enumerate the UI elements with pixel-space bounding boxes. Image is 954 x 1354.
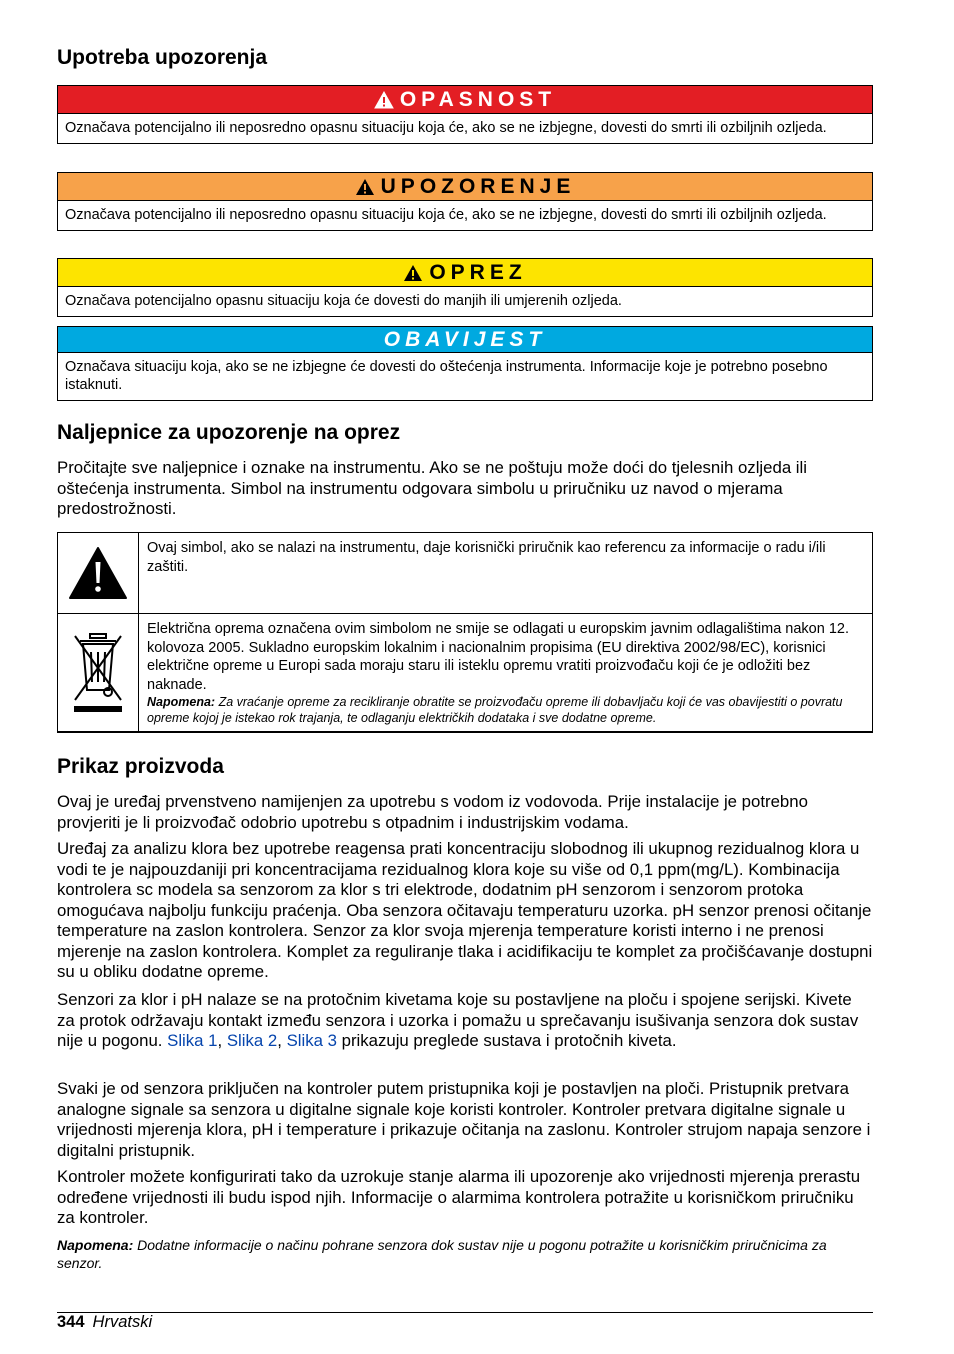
symbol-table	[57, 532, 873, 733]
overview-paragraph-5: Kontroler možete konfigurirati tako da uzrokuje stanje alarma ili upozorenje ako vrijednosti mjerenja prerastu određene vrijednosti ili budu ispod njih. Informacije o alarmima kontrolera potražite u korisničkom priručniku za kontroler.	[57, 1167, 861, 1227]
warning-header	[58, 173, 872, 201]
overview-paragraph-1: Ovaj je uređaj prvenstveno namijenjen za upotrebu s vodom iz vodovoda. Prije instalacije je potrebno provjeriti je li proizvođač odobrio upotrebu s otpadnim i industrijskim vodama.	[57, 792, 808, 832]
page-number: 344	[57, 1313, 85, 1331]
notice-box	[57, 326, 873, 401]
danger-text: Označava potencijalno ili neposredno opasnu situaciju koja će, ako se ne izbjegne, dovesti do smrti ili ozbiljnih ozljeda.	[65, 120, 827, 136]
footer-divider	[57, 1312, 873, 1313]
table-row	[58, 613, 872, 731]
weee-bin-icon	[70, 630, 126, 716]
table-row	[58, 533, 872, 613]
figure-1-link[interactable]: Slika 1	[167, 1031, 218, 1050]
danger-box	[57, 85, 873, 144]
overview-paragraph-3: Senzori za klor i pH nalaze se na protočnim kivetama koje su postavljene na ploču i spojene serijski. Kivete za protok održavaju kontakt između senzora i uzorka i pomažu u sprečavanju isušivanja senzora dok sustav nije u pogonu. Slika 1, Slika 2, Slika 3 prikazuju preglede sustava i protočnih kiveta.	[57, 990, 859, 1050]
section-title-hazards: Upotreba upozorenja	[57, 46, 268, 69]
weee-symbol-text: Električna oprema označena ovim simbolom ne smije se odlagati u europskim javnim odlagalištima nakon 12. kolovoza 2005. Sukladno europskim lokalnim i nacionalnim propisima (EU direktiva 2002/98/EC), korisnici električne opreme u Europi sada moraju staru ili isteklu opremu vratiti proizvođaču koji će je odložiti bez naknade.	[147, 621, 849, 693]
labels-intro: Pročitajte sve naljepnice i oznake na instrumentu. Ako se ne poštuju može doći do tjelesnih ozljeda ili oštećenja instrumenta. Simbol na instrumentu odgovara simbolu u priručniku uz navod o mjerama predostrožnosti.	[57, 458, 807, 518]
warning-text: Označava potencijalno ili neposredno opasnu situaciju koja će, ako se ne izbjegne, dovesti do smrti ili ozbiljnih ozljeda.	[65, 207, 827, 223]
general-warning-icon	[68, 546, 128, 600]
warning-label: UPOZORENJE	[380, 174, 576, 198]
note-label: Napomena:	[57, 1237, 134, 1253]
warning-box	[57, 172, 873, 231]
footer-language: Hrvatski	[92, 1313, 153, 1331]
caution-label: OPREZ	[429, 260, 527, 284]
notice-label: OBAVIJEST	[383, 327, 547, 351]
notice-text: Označava situaciju koja, ako se ne izbjegne će dovesti do oštećenja instrumenta. Informacije koje je potrebno posebno istaknuti.	[65, 359, 828, 393]
overview-note	[57, 1236, 873, 1272]
weee-note-label: Napomena:	[147, 695, 216, 709]
notice-header	[58, 327, 872, 353]
note-text: Dodatne informacije o načinu pohrane senzora dok sustav nije u pogonu potražite u korisničkim priručnicima za senzor.	[57, 1237, 827, 1271]
warning-triangle-icon	[374, 91, 394, 109]
warning-triangle-icon	[403, 264, 423, 282]
danger-header	[58, 86, 872, 114]
section-title-overview: Prikaz proizvoda	[57, 755, 224, 778]
danger-label: OPASNOST	[399, 87, 557, 111]
weee-note-text: Za vraćanje opreme za recikliranje obratite se proizvođaču opreme ili dobavljaču koji će vas obavijestiti o povratu opreme kojoj je istekao rok trajanja, te odlaganju električkih dodataka i sve dodatne opreme.	[147, 695, 843, 725]
section-title-labels: Naljepnice za upozorenje na oprez	[57, 421, 401, 444]
overview-paragraph-2: Uređaj za analizu klora bez upotrebe reagensa prati koncentraciju slobodnog ili ukupnog rezidualnog klora u vodi te je najpouzdaniji pri koncentracijama rezidualnog klora koje su više od 0,1 ppm(mg/L). Kombinacija kontrolera sc modela sa senzorom za klor s tri elektrode, dodatnim pH senzorom i senzorom protoka omogućava najbolju funkciju praćenja. Oba senzora očitavaju temperaturu uzorka. pH senzor prenosi očitanje temperature na zaslon kontrolera. Senzor za klor svoja mjerenja temperature koristi interno i ne prenosi mjerenje na zaslon kontrolera. Komplet za reguliranje tlaka i acidifikaciju te komplet za pročišćavanje dostupni su u obliku dodatne opreme.	[57, 839, 873, 981]
caution-text: Označava potencijalno opasnu situaciju koja će dovesti do manjih ili umjerenih ozljeda.	[65, 293, 622, 309]
caution-box	[57, 258, 873, 317]
general-symbol-text: Ovaj simbol, ako se nalazi na instrumentu, daje korisnički priručnik kao referencu za informacije o radu i/ili zaštiti.	[147, 540, 826, 575]
warning-triangle-icon	[355, 178, 375, 196]
overview-paragraph-4: Svaki je od senzora priključen na kontroler putem pristupnika koji je postavljen na ploči. Pristupnik pretvara analogne signale sa senzora u digitalne signale koje koristi kontroler. Kontroler pretvara digitalne signale u vrijednosti mjerenja klora, pH i temperature i prikazuje očitanja na zaslonu. Kontroler strujom napaja senzore i digitalni pristupnik.	[57, 1079, 871, 1160]
figure-2-link[interactable]: Slika 2	[226, 1031, 278, 1050]
page-footer	[57, 1313, 152, 1332]
figure-3-link[interactable]: Slika 3	[286, 1031, 337, 1050]
caution-header	[58, 259, 872, 287]
